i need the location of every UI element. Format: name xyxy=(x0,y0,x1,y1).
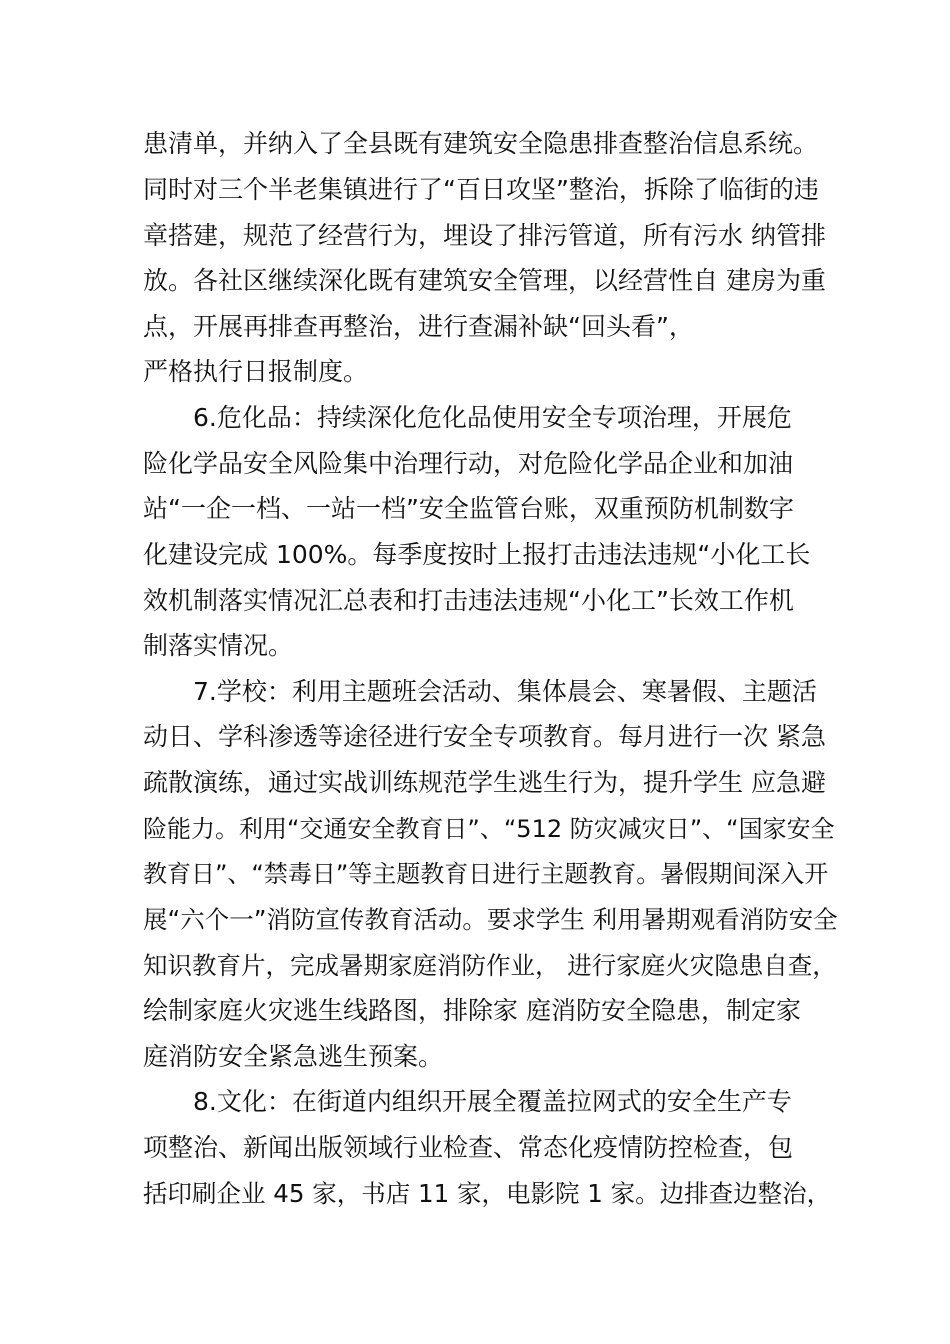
text-line: 严格执行日报制度。 xyxy=(143,357,369,386)
text-line: 同时对三个半老集镇进行了“百日攻坚”整治，拆除了临街的违 xyxy=(143,175,819,204)
paragraph-first-line: 7.学校：利用主题班会活动、集体晨会、寒暑假、主题活 xyxy=(193,677,817,706)
text-line: 放。各社区继续深化既有建筑安全管理，以经营性自 建房为重 xyxy=(143,266,826,295)
text-line: 患清单，并纳入了全县既有建筑安全隐患排查整治信息系统。 xyxy=(143,129,819,158)
text-line: 点，开展再排查再整治，进行查漏补缺“回头看”， xyxy=(143,312,694,341)
text-line: 疏散演练，通过实战训练规范学生逃生行为，提升学生 应急避 xyxy=(143,768,826,797)
text-line: 动日、学科渗透等途径进行安全专项教育。每月进行一次 紧急 xyxy=(143,722,826,751)
text-line: 险化学品安全风险集中治理行动，对危险化学品企业和加油 xyxy=(143,449,794,478)
text-line: 制落实情况。 xyxy=(143,631,294,660)
text-line: 站“一企一档、一站一档”安全监管台账，双重预防机制数字 xyxy=(143,494,794,523)
text-line: 括印刷企业 45 家，书店 11 家，电影院 1 家。边排查边整治， xyxy=(143,1179,832,1208)
paragraph-first-line: 8.文化：在街道内组织开展全覆盖拉网式的安全生产专 xyxy=(193,1087,792,1116)
paragraph-first-line: 6.危化品：持续深化危化品使用安全专项治理，开展危 xyxy=(193,403,792,432)
text-line: 章搭建，规范了经营行为，埋设了排污管道，所有污水 纳管排 xyxy=(143,221,826,250)
text-line: 化建设完成 100%。每季度按时上报打击违法违规“小化工长 xyxy=(143,540,811,569)
text-line: 绘制家庭火灾逃生线路图，排除家 庭消防安全隐患，制定家 xyxy=(143,996,801,1025)
text-line: 庭消防安全紧急逃生预案。 xyxy=(143,1042,444,1071)
text-line: 教育日”、“禁毒日”等主题教育日进行主题教育。暑假期间深入开 xyxy=(143,860,829,888)
text-line: 效机制落实情况汇总表和打击违法违规“小化工”长效工作机 xyxy=(143,586,794,615)
text-line: 展“六个一”消防宣传教育活动。要求学生 利用暑期观看消防安全 xyxy=(143,905,838,934)
text-line: 险能力。利用“交通安全教育日”、“512 防灾减灾日”、“国家安全 xyxy=(143,815,835,843)
text-line: 知识教育片，完成暑期家庭消防作业， 进行家庭火灾隐患自查， xyxy=(143,951,837,980)
text-line: 项整治、新闻出版领域行业检查、常态化疫情防控检查，包 xyxy=(143,1133,794,1162)
